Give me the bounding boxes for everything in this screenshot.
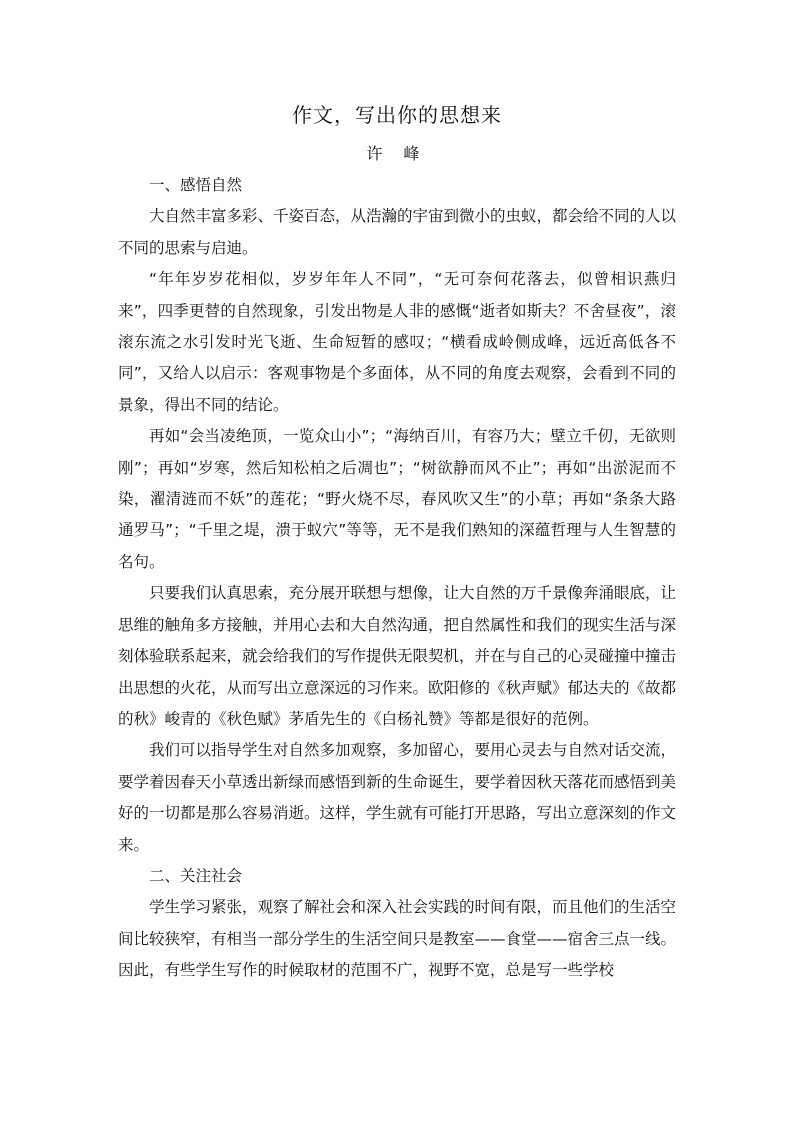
section-heading-nature: 一、感悟自然 <box>149 176 243 194</box>
paragraph: 大自然丰富多彩、千姿百态，从浩瀚的宇宙到微小的虫蚁，都会给不同的人以不同的思索与启迪。 <box>118 207 677 257</box>
paragraph: 再如“会当凌绝顶，一览众山小”；“海纳百川，有容乃大；壁立千仞，无欲则刚”；再如“岁寒，然后知松柏之后凋也”；“树欲静而风不止”；再如“出淤泥而不染，濯清涟而不妖”的莲花；“野火烧不尽，春风吹又生”的小草；再如“条条大路通罗马”；“千里之堤，溃于蚁穴”等等，无不是我们熟知的深蕴哲理与人生智慧的名句。 <box>118 427 676 571</box>
document-title: 作文，写出你的思想来 <box>292 103 502 127</box>
paragraph: 学生学习紧张，观察了解社会和深入社会实践的时间有限，而且他们的生活空间比较狭窄，有相当一部分学生的生活空间只是教室——食堂——宿舍三点一线。因此，有些学生写作的时候取材的范围不广，视野不宽，总是写一些学校 <box>118 898 677 980</box>
paragraph: 我们可以指导学生对自然多加观察，多加留心，要用心灵去与自然对话交流，要学着因春天小草透出新绿而感悟到新的生命诞生，要学着因秋天落花而感悟到美好的一切都是那么容易消逝。这样，学生就有可能打开思路，写出立意深刻的作文来。 <box>118 741 677 854</box>
document-body <box>118 170 676 987</box>
paragraph: 只要我们认真思索，充分展开联想与想像，让大自然的万千景像奔涌眼底，让思维的触角多方接触，并用心去和大自然沟通，把自然属性和我们的现实生活与深刻体验联系起来，就会给我们的写作提供无限契机，并在与自己的心灵碰撞中撞击出思想的火花，从而写出立意深远的习作来。欧阳修的《秋声赋》郁达夫的《故都的秋》峻青的《秋色赋》茅盾先生的《白杨礼赞》等都是很好的范例。 <box>118 584 677 728</box>
author-name: 许 峰 <box>366 144 428 163</box>
section-heading-society: 二、关注社会 <box>149 866 243 885</box>
paragraph: “年年岁岁花相似，岁岁年年人不同”，“无可奈何花落去，似曾相识燕归来”，四季更替的自然现象，引发出物是人非的感慨“逝者如斯夫？不舍昼夜”，滚滚东流之水引发时光飞逝、生命短暂的感叹；“横看成岭侧成峰，远近高低各不同”，又给人以启示：客观事物是个多面体，从不同的角度去观察，会看到不同的景象，得出不同的结论。 <box>118 270 676 414</box>
